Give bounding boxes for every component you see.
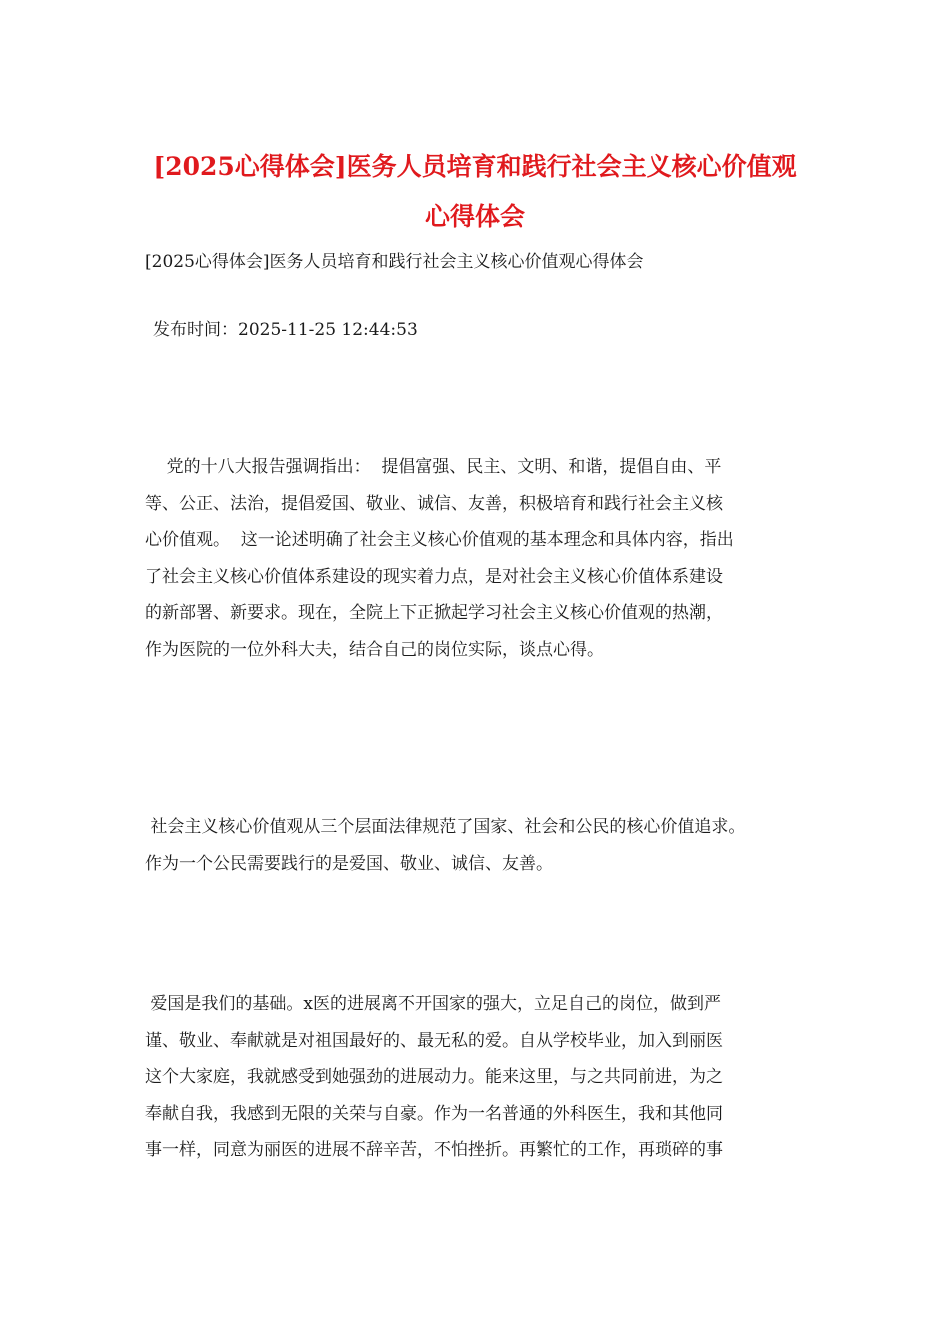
publish-time: 发布时间：2025-11-25 12:44:53: [153, 320, 418, 340]
paragraph-3-line: 爱国是我们的基础。x医的进展离不开国家的强大，立足自己的岗位，做到严: [145, 994, 721, 1014]
paragraph-1-line: 等、公正、法治，提倡爱国、敬业、诚信、友善，积极培育和践行社会主义核: [145, 493, 723, 514]
paragraph-1-line: 的新部署、新要求。现在，全院上下正掀起学习社会主义核心价值观的热潮，: [145, 603, 723, 623]
paragraph-3-line: 事一样，同意为丽医的进展不辞辛苦，不怕挫折。再繁忙的工作，再琐碎的事: [145, 1140, 723, 1160]
paragraph-3-line: 这个大家庭，我就感受到她强劲的进展动力。能来这里，与之共同前进，为之: [145, 1067, 723, 1087]
paragraph-3-line: 奉献自我，我感到无限的关荣与自豪。作为一名普通的外科医生，我和其他同: [145, 1103, 723, 1124]
paragraph-2: [145, 815, 825, 888]
document-subtitle: [2025心得体会]医务人员培育和践行社会主义核心价值观心得体会: [145, 252, 644, 272]
paragraph-3-line: 谨、敬业、奉献就是对祖国最好的、最无私的爱。自从学校毕业，加入到丽医: [145, 1030, 723, 1051]
paragraph-2-line: 社会主义核心价值观从三个层面法律规范了国家、社会和公民的核心价值追求。: [145, 817, 746, 837]
paragraph-1-line: 作为医院的一位外科大夫，结合自己的岗位实际，谈点心得。: [145, 639, 604, 660]
paragraph-2-line: 作为一个公民需要践行的是爱国、敬业、诚信、友善。: [145, 853, 553, 874]
document-title-line-1: [2025心得体会]医务人员培育和践行社会主义核心价值观: [153, 152, 797, 181]
paragraph-1: [145, 455, 825, 674]
document-title-line-2: 心得体会: [424, 202, 525, 231]
paragraph-3: [145, 992, 825, 1175]
paragraph-1-line: 了社会主义核心价值体系建设的现实着力点，是对社会主义核心价值体系建设: [145, 566, 723, 587]
paragraph-1-line: 党的十八大报告强调指出： 提倡富强、民主、文明、和谐，提倡自由、平: [145, 457, 722, 477]
paragraph-1-line: 心价值观。 这一论述明确了社会主义核心价值观的基本理念和具体内容，指出: [145, 530, 734, 550]
